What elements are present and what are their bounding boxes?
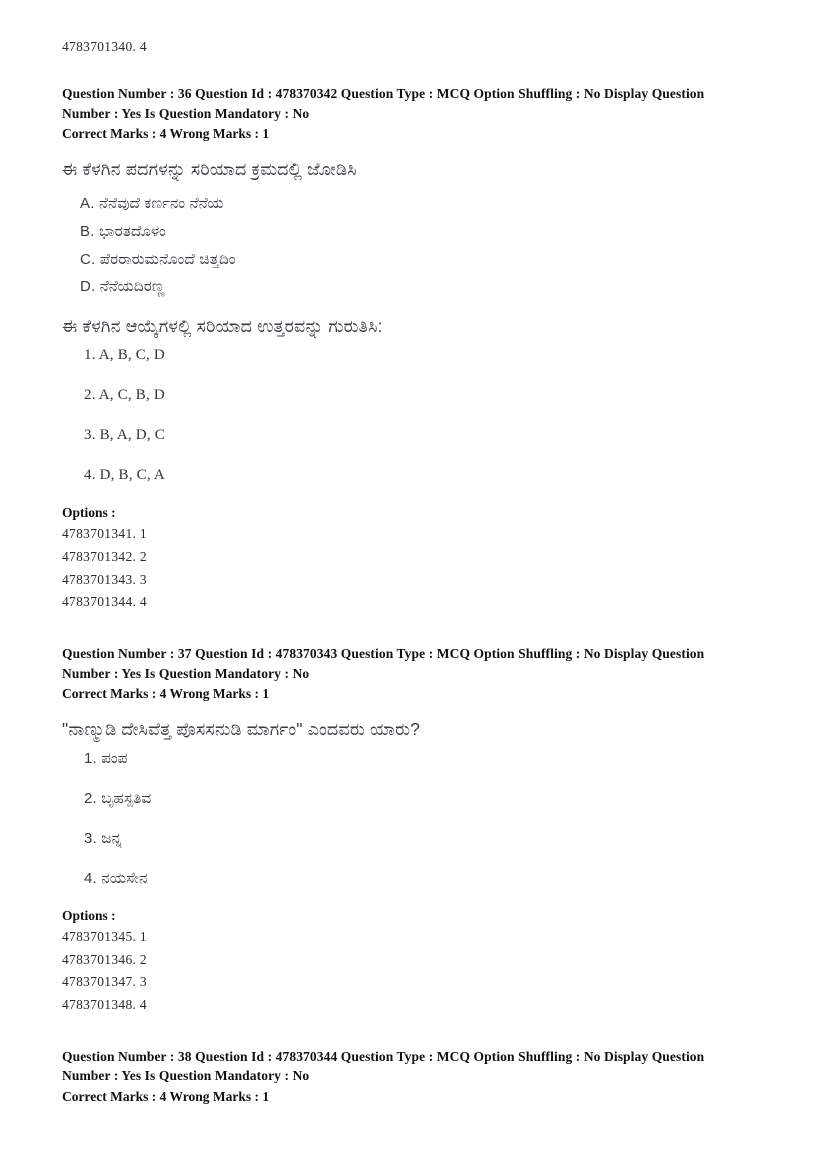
question-header-line2: Number : Yes Is Question Mandatory : No bbox=[62, 1068, 310, 1084]
option-id: 4783701348. 4 bbox=[62, 997, 147, 1013]
choice-option[interactable]: 2. ಬೃಹಸ್ಪತಿವ bbox=[84, 790, 152, 808]
option-id: 4783701347. 3 bbox=[62, 974, 147, 990]
question-header-37 bbox=[62, 644, 762, 683]
sub-item: C. ಪೆರರಾರುಮನೊಂದೆ ಚಿತ್ತದಿಂ bbox=[80, 250, 236, 268]
choice-option[interactable]: 2. A, C, B, D bbox=[84, 387, 165, 404]
question-header-line1: Question Number : 36 Question Id : 478370342 Question Type : MCQ Option Shuffling : No Display Question bbox=[62, 86, 705, 102]
option-id: 4783701342. 2 bbox=[62, 549, 147, 565]
question-marks-36: Correct Marks : 4 Wrong Marks : 1 bbox=[62, 126, 270, 142]
question-marks-37: Correct Marks : 4 Wrong Marks : 1 bbox=[62, 686, 270, 702]
question-block-37 bbox=[62, 644, 762, 1017]
options-id-list-36 bbox=[62, 523, 762, 614]
sub-item: D. ನೆನೆಯದಿರಣ್ಣ bbox=[80, 278, 165, 296]
options-id-list-37 bbox=[62, 926, 762, 1017]
question-stem-36: ಈ ಕೆಳಗಿನ ಪದಗಳನ್ನು ಸರಿಯಾದ ಕ್ರಮದಲ್ಲಿ ಜೋಡಿಸಿ bbox=[62, 158, 357, 179]
question-marks-38: Correct Marks : 4 Wrong Marks : 1 bbox=[62, 1088, 270, 1104]
choice-option[interactable]: 1. A, B, C, D bbox=[84, 347, 165, 364]
spacer bbox=[62, 614, 762, 644]
question-block-36 bbox=[62, 84, 762, 614]
option-id: 4783701344. 4 bbox=[62, 594, 147, 610]
choice-option[interactable]: 4. D, B, C, A bbox=[84, 467, 165, 484]
page-content bbox=[62, 36, 762, 1106]
carryover-option-line: 4783701340. 4 bbox=[62, 39, 147, 54]
choice-option[interactable]: 4. ನಯಸೇನ bbox=[84, 870, 148, 888]
option-id: 4783701343. 3 bbox=[62, 571, 147, 587]
option-id: 4783701341. 1 bbox=[62, 526, 147, 542]
option-id: 4783701346. 2 bbox=[62, 951, 147, 967]
question-stem-37: "ನಾಣ್ಮುಡಿ ದೇಸಿವೆತ್ತ ಪೊಸಸನುಡಿ ಮಾರ್ಗಂ" ಎಂದವರು ಯಾರು? bbox=[62, 718, 421, 739]
question-header-38 bbox=[62, 1047, 762, 1086]
sub-item: B. ಭಾರತದೊಳಂ bbox=[80, 222, 167, 240]
choice-option[interactable]: 1. ಪಂಪ bbox=[84, 750, 128, 768]
question-header-line2: Number : Yes Is Question Mandatory : No bbox=[62, 665, 310, 681]
option-id: 4783701345. 1 bbox=[62, 929, 147, 945]
spacer bbox=[62, 1017, 762, 1047]
options-label-37: Options : bbox=[62, 908, 116, 924]
choice-option[interactable]: 3. ಜನ್ನ bbox=[84, 830, 123, 848]
question-header-line1: Question Number : 38 Question Id : 478370344 Question Type : MCQ Option Shuffling : No Display Question bbox=[62, 1048, 705, 1064]
question-stem2-36: ಈ ಕೆಳಗಿನ ಆಯ್ಕೆಗಳಲ್ಲಿ ಸರಿಯಾದ ಉತ್ತರವನ್ನು ಗುರುತಿಸಿ: bbox=[62, 316, 383, 337]
question-sub-items-36 bbox=[62, 190, 762, 301]
question-header-line2: Number : Yes Is Question Mandatory : No bbox=[62, 105, 310, 121]
options-label-36: Options : bbox=[62, 505, 116, 521]
spacer bbox=[62, 58, 762, 84]
choice-option[interactable]: 3. B, A, D, C bbox=[84, 427, 165, 444]
question-header-36 bbox=[62, 84, 762, 123]
question-header-line1: Question Number : 37 Question Id : 478370343 Question Type : MCQ Option Shuffling : No Display Question bbox=[62, 646, 705, 662]
question-block-38 bbox=[62, 1047, 762, 1107]
question-choices-37 bbox=[62, 748, 762, 889]
sub-item: A. ನೆನೆವುದೆ ಕರ್ಣನಂ ನೆನೆಯ bbox=[80, 195, 224, 213]
question-choices-36 bbox=[62, 345, 762, 486]
